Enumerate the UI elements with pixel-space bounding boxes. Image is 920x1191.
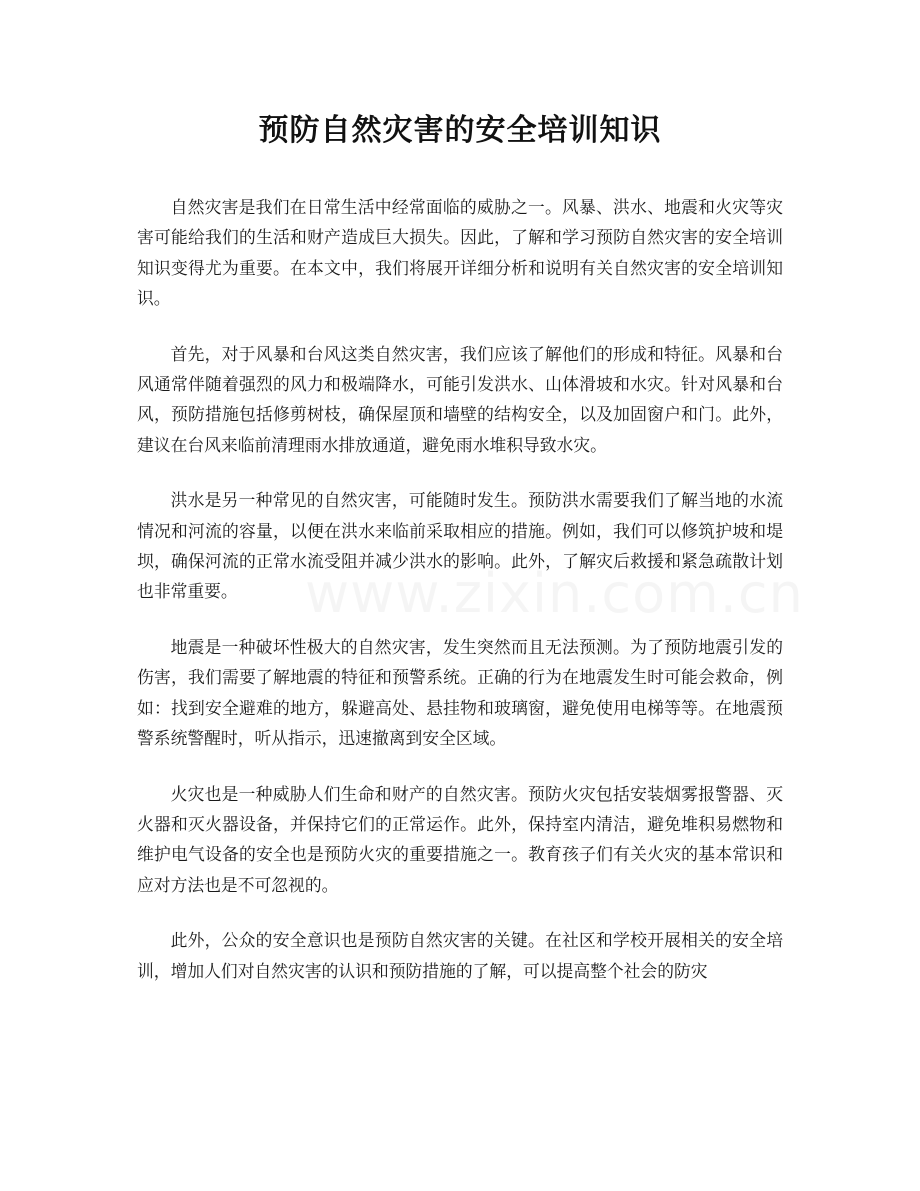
paragraph-earthquakes: 地震是一种破坏性极大的自然灾害，发生突然而且无法预测。为了预防地震引发的伤害，我们需要了解地震的特征和预警系统。正确的行为在地震发生时可能会救命，例如：找到安全避难的地方，躲避高处、悬挂物和玻璃窗，避免使用电梯等等。在地震预警系统警醒时，听从指示，迅速撤离到安全区域。	[137, 636, 783, 749]
paragraph-public-awareness: 此外，公众的安全意识也是预防自然灾害的关键。在社区和学校开展相关的安全培训，增加人们对自然灾害的认识和预防措施的了解，可以提高整个社会的防灾	[137, 930, 783, 981]
document-title: 预防自然灾害的安全培训知识	[258, 113, 662, 148]
paragraph-floods: 洪水是另一种常见的自然灾害，可能随时发生。预防洪水需要我们了解当地的水流情况和河流的容量，以便在洪水来临前采取相应的措施。例如，我们可以修筑护坡和堤坝，确保河流的正常水流受阻并减少洪水的影响。此外，了解灾后救援和紧急疏散计划也非常重要。	[137, 490, 783, 602]
paragraph-intro: 自然灾害是我们在日常生活中经常面临的威胁之一。风暴、洪水、地震和火灾等灾害可能给我们的生活和财产造成巨大损失。因此，了解和学习预防自然灾害的安全培训知识变得尤为重要。在本文中，我们将展开详细分析和说明有关自然灾害的安全培训知识。	[137, 197, 783, 309]
paragraph-storms: 首先，对于风暴和台风这类自然灾害，我们应该了解他们的形成和特征。风暴和台风通常伴随着强烈的风力和极端降水，可能引发洪水、山体滑坡和水灾。针对风暴和台风，预防措施包括修剪树枝，确保屋顶和墙壁的结构安全，以及加固窗户和门。此外，建议在台风来临前清理雨水排放通道，避免雨水堆积导致水灾。	[137, 343, 783, 455]
paragraph-fires: 火灾也是一种威胁人们生命和财产的自然灾害。预防火灾包括安装烟雾报警器、灭火器和灭火器设备，并保持它们的正常运作。此外，保持室内清洁，避免堆积易燃物和维护电气设备的安全也是预防火灾的重要措施之一。教育孩子们有关火灾的基本常识和应对方法也是不可忽视的。	[137, 783, 783, 895]
